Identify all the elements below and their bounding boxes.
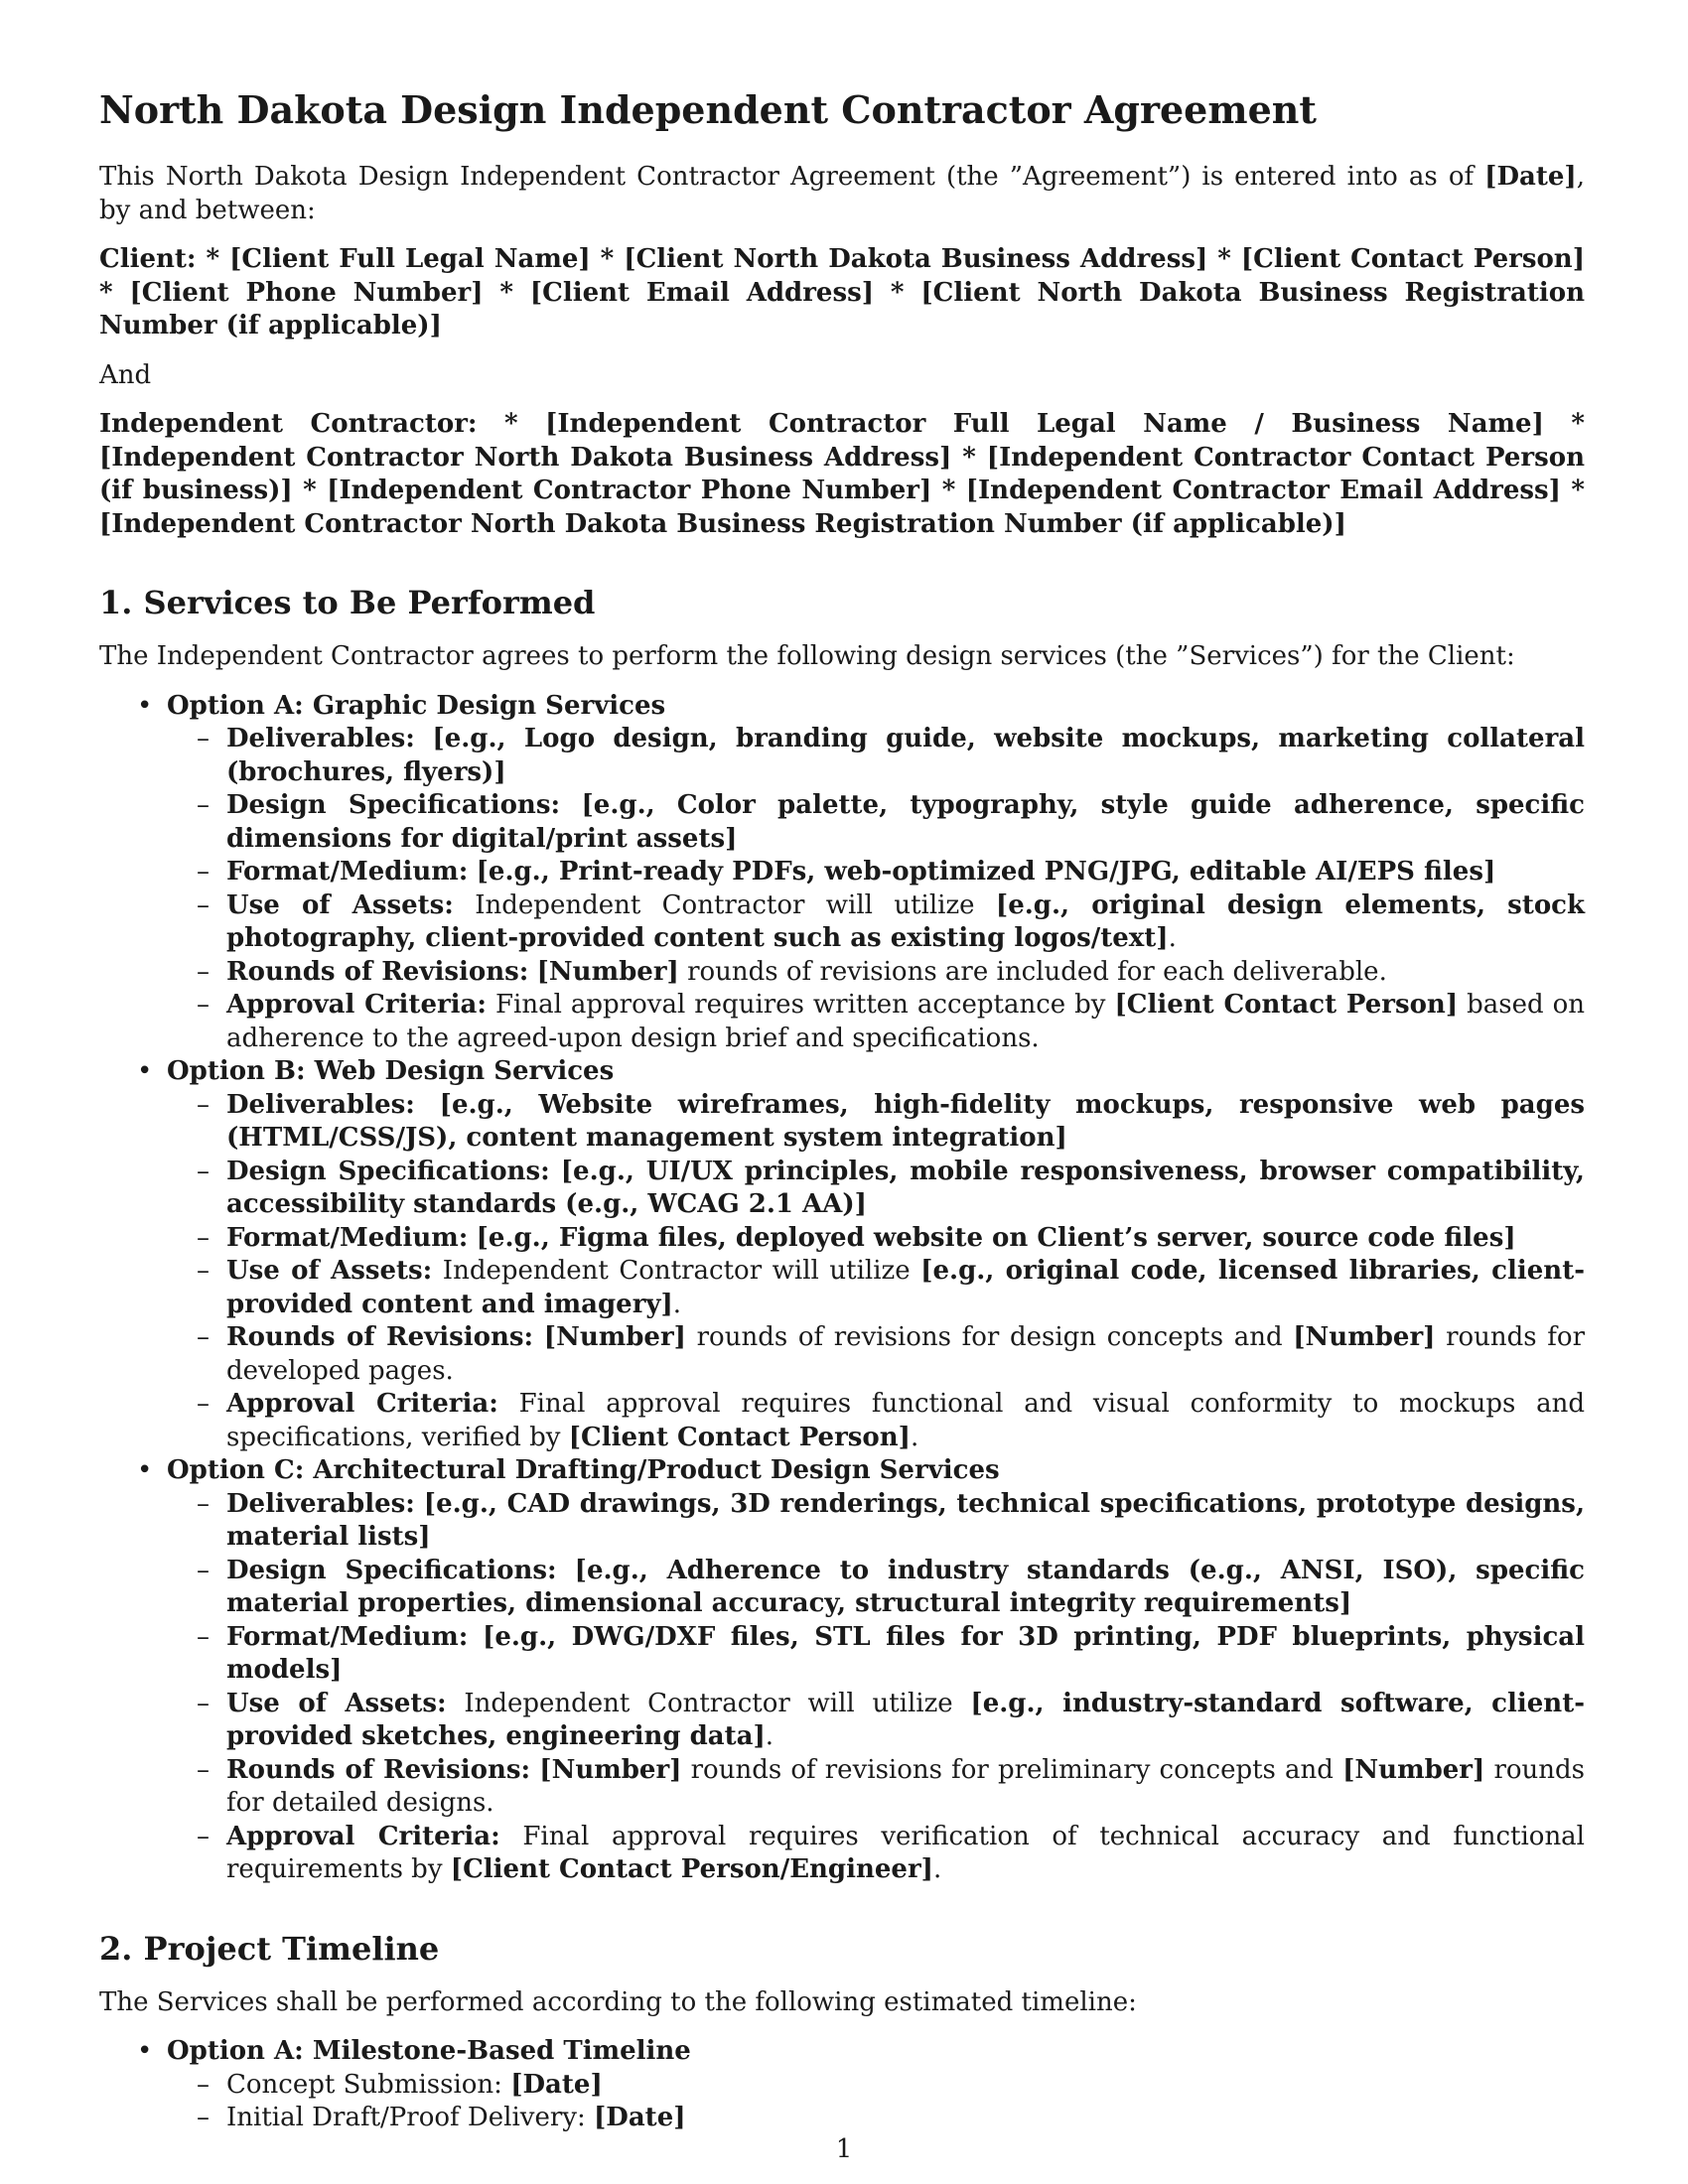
assets-value: [e.g., original code, licensed libraries, client-provided content and imagery] [226,1256,1586,1319]
option-a-specs [167,789,1585,856]
option-c-title: Option C: Architectural Drafting/Product Design Services [167,1455,1000,1485]
timeline-options-list [99,2035,1585,2135]
specs-value: [e.g., Adherence to industry standards (e.g., ANSI, ISO), specific material properties, dimensional accuracy, structural integrity requirements] [226,1555,1585,1618]
format-value: [e.g., DWG/DXF files, STL files for 3D printing, PDF blueprints, physical models] [226,1621,1585,1685]
option-a-format [167,856,1585,889]
initial-draft-label: Initial Draft/Proof Delivery: [226,2103,594,2132]
assets-end: . [1168,923,1177,953]
revisions-end: rounds for developed pages. [226,1322,1585,1386]
intro-text: This North Dakota Design Independent Contractor Agreement (the ”Agreement”) is entered into as of [99,162,1485,192]
option-c-assets [167,1688,1585,1754]
option-a-title: Option A: Graphic Design Services [167,690,666,721]
option-b-assets [167,1255,1585,1321]
option-c-specs [167,1555,1585,1621]
option-c-approval [167,1821,1585,1887]
assets-end: . [672,1289,682,1319]
option-b-item [99,1055,1585,1454]
revisions-label: Rounds of Revisions: [226,1754,531,1785]
option-b-deliverables [167,1089,1585,1156]
specs-label: Design Specifications: [226,790,561,820]
document-page [99,87,1585,2135]
option-b-approval [167,1388,1585,1454]
intro-date-placeholder: [Date] [1484,162,1577,192]
specs-label: Design Specifications: [226,1555,557,1585]
format-value: [e.g., Print-ready PDFs, web-optimized PNG/JPG, editable AI/EPS files] [476,857,1496,887]
concept-submission-label: Concept Submission: [226,2069,511,2100]
specs-value: [e.g., Color palette, typography, style guide adherence, specific dimensions for digital/print assets] [226,790,1585,854]
assets-end: . [765,1721,774,1751]
approval-end: . [910,1422,919,1452]
option-c-item [99,1454,1585,1887]
document-title: North Dakota Design Independent Contractor Agreement [99,87,1317,132]
deliverables-value: [e.g., Logo design, branding guide, website mockups, marketing collateral (brochures, flyers)] [226,724,1585,787]
revisions-label: Rounds of Revisions: [226,956,529,987]
option-c-revisions [167,1754,1585,1821]
section-1-intro: The Independent Contractor agrees to perform the following design services (the ”Services”) for the Client: [99,641,1515,671]
assets-label: Use of Assets: [226,1256,433,1286]
approval-label: Approval Criteria: [226,990,488,1020]
revisions-number-2: [Number] [1342,1754,1485,1785]
revisions-number-1: [Number] [539,1754,682,1785]
approval-end: based on adherence to the agreed-upon design brief and specifications. [226,990,1586,1053]
concept-submission-item [167,2069,1585,2103]
timeline-option-a-title: Option A: Milestone-Based Timeline [167,2036,691,2066]
option-a-assets [167,889,1585,956]
deliverables-label: Deliverables: [226,724,415,753]
timeline-option-a-details [167,2069,1585,2135]
option-c-details [167,1488,1585,1887]
contractor-block: Independent Contractor: * [Independent Contractor Full Legal Name / Business Name] * [Independent Contractor North Dakota Business Address] * [Independent Contractor Contact Person (if business)] * [Independent Contractor Phone Number] * [Independent Contractor Email Address] * [Independent Contractor North Dakota Business Registration Number (if applicable)] [99,409,1585,539]
section-1-heading: 1. Services to Be Performed [99,584,596,621]
option-a-details [167,723,1585,1055]
option-a-approval [167,989,1585,1055]
initial-draft-item [167,2102,1585,2135]
assets-value: [e.g., original design elements, stock photography, client-provided content such as existing logos/text] [226,889,1586,953]
option-b-specs [167,1156,1585,1222]
deliverables-label: Deliverables: [226,1488,415,1519]
revisions-text: rounds of revisions are included for each deliverable. [678,956,1387,987]
option-a-revisions [167,956,1585,990]
approval-value: [Client Contact Person] [568,1422,911,1452]
option-b-revisions [167,1321,1585,1388]
approval-text: Final approval requires functional and visual conformity to mockups and specifications, verified by [226,1389,1585,1452]
section-2-intro: The Services shall be performed according to the following estimated timeline: [99,1986,1137,2017]
option-c-deliverables [167,1488,1585,1555]
revisions-end: rounds for detailed designs. [226,1754,1586,1818]
option-b-details [167,1089,1585,1455]
option-a-deliverables [167,723,1585,789]
concept-submission-date: [Date] [510,2069,603,2100]
specs-value: [e.g., UI/UX principles, mobile responsiveness, browser compatibility, accessibility standards (e.g., WCAG 2.1 AA)] [226,1156,1585,1219]
approval-label: Approval Criteria: [226,1389,498,1419]
format-value: [e.g., Figma files, deployed website on Client’s server, source code files] [476,1222,1516,1253]
timeline-option-a-item [99,2035,1585,2135]
revisions-number-2: [Number] [1293,1322,1436,1352]
revisions-text: rounds of revisions for preliminary concepts and [681,1754,1343,1785]
services-options-list [99,690,1585,1887]
assets-label: Use of Assets: [226,1688,447,1718]
option-c-format [167,1621,1585,1688]
page-number: 1 [835,2134,853,2164]
option-b-format [167,1222,1585,1256]
format-label: Format/Medium: [226,857,469,887]
option-b-title: Option B: Web Design Services [167,1056,615,1086]
intro-paragraph [99,161,1585,227]
intro-text-end: , by and between: [99,162,1585,225]
approval-value: [Client Contact Person/Engineer] [450,1854,933,1884]
client-block: Client: * [Client Full Legal Name] * [Client North Dakota Business Address] * [Client Contact Person] * [Client Phone Number] * [Client Email Address] * [Client North Dakota Business Registration Number (if applicable)] [99,244,1585,341]
revisions-label: Rounds of Revisions: [226,1322,534,1352]
revisions-number-1: [Number] [543,1322,686,1352]
option-a-item [99,690,1585,1056]
approval-value: [Client Contact Person] [1114,990,1459,1020]
deliverables-value: [e.g., CAD drawings, 3D renderings, technical specifications, prototype designs, material lists] [226,1488,1586,1552]
assets-label: Use of Assets: [226,889,454,920]
section-2-heading: 2. Project Timeline [99,1929,440,1968]
approval-text: Final approval requires verification of technical accuracy and functional requirements by [226,1821,1586,1884]
deliverables-value: [e.g., Website wireframes, high-fidelity mockups, responsive web pages (HTML/CSS/JS), content management system integration] [226,1089,1586,1153]
approval-end: . [932,1854,942,1884]
approval-text: Final approval requires written acceptance by [487,990,1115,1020]
assets-text: Independent Contractor will utilize [453,889,996,920]
initial-draft-date: [Date] [593,2103,686,2132]
assets-text: Independent Contractor will utilize [446,1688,971,1718]
revisions-number: [Number] [536,956,679,987]
approval-label: Approval Criteria: [226,1821,500,1851]
assets-value: [e.g., industry-standard software, client-provided sketches, engineering data] [226,1688,1585,1751]
specs-label: Design Specifications: [226,1156,550,1186]
format-label: Format/Medium: [226,1222,469,1253]
and-text: And [99,359,152,390]
revisions-text: rounds of revisions for design concepts and [685,1322,1294,1352]
assets-text: Independent Contractor will utilize [432,1256,921,1286]
format-label: Format/Medium: [226,1621,469,1652]
deliverables-label: Deliverables: [226,1089,415,1120]
